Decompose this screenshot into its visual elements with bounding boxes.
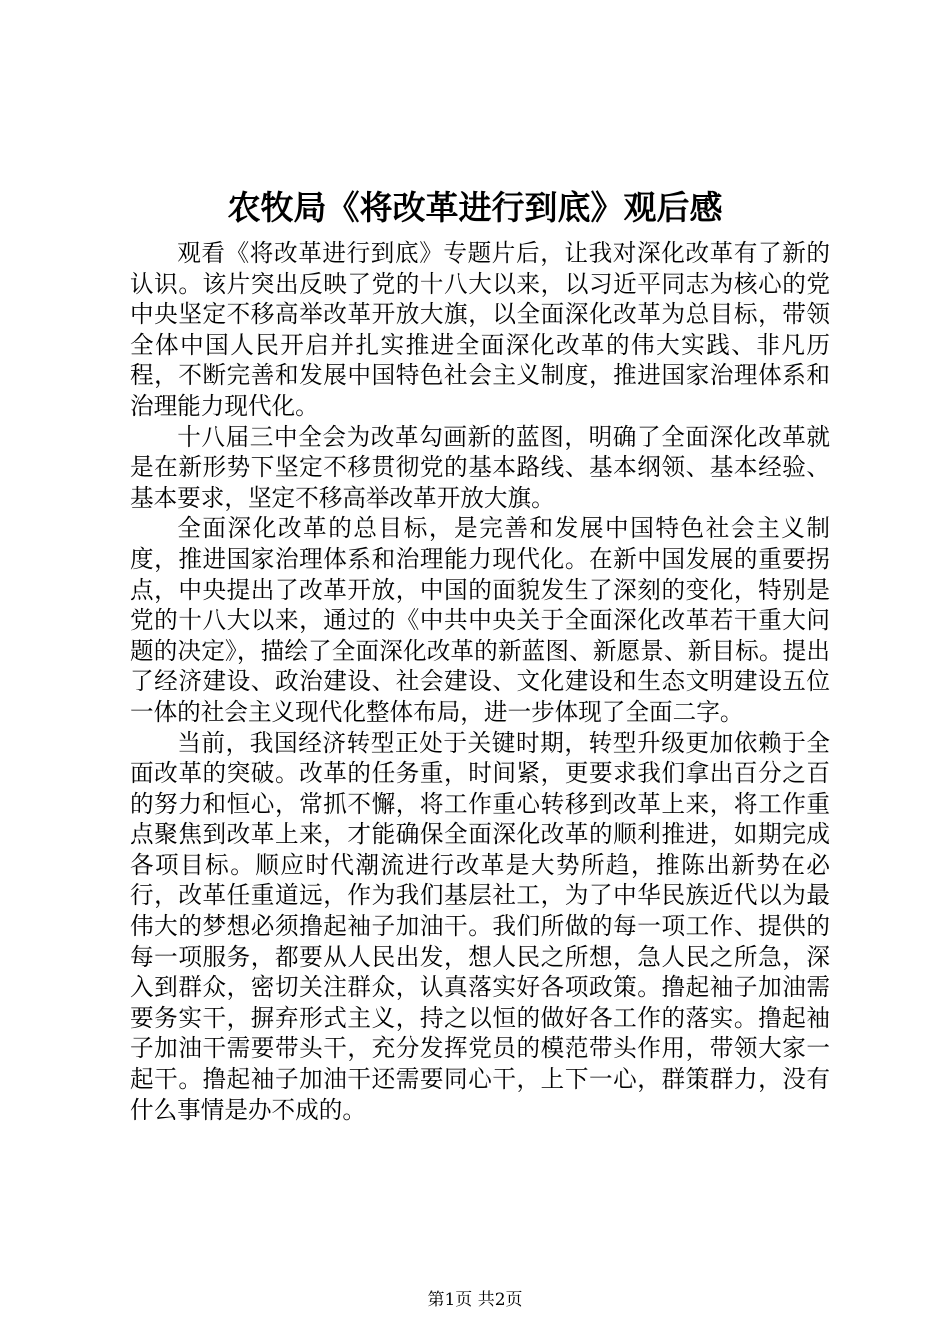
document-title: 农牧局《将改革进行到底》观后感 xyxy=(227,188,723,227)
paragraph-4: 当前，我国经济转型正处于关键时期，转型升级更加依赖于全面改革的突破。改革的任务重，时间紧，更要求我们拿出百分之百的努力和恒心，常抓不懈，将工作重心转移到改革上来，将工作重点聚焦到改革上来，才能确保全面深化改革的顺利推进，如期完成各项目标。顺应时代潮流进行改革是大势所趋，推陈出新势在必行，改革任重道远，作为我们基层社工，为了中华民族近代以为最伟大的梦想必须撸起袖子加油干。我们所做的每一项工作、提供的每一项服务，都要从人民出发，想人民之所想，急人民之所急，深入到群众，密切关注群众，认真落实好各项政策。撸起袖子加油需要务实干，摒弃形式主义，持之以恒的做好各工作的落实。撸起袖子加油干需要带头干，充分发挥党员的模范带头作用，带领大家一起干。撸起袖子加油干还需要同心干，上下一心，群策群力，没有什么事情是办不成的。 xyxy=(130,728,830,1124)
paragraph-3: 全面深化改革的总目标，是完善和发展中国特色社会主义制度，推进国家治理体系和治理能力现代化。在新中国发展的重要拐点，中央提出了改革开放，中国的面貌发生了深刻的变化，特别是党的十八大以来，通过的《中共中央关于全面深化改革若干重大问题的决定》，描绘了全面深化改革的新蓝图、新愿景、新目标。提出了经济建设、政治建设、社会建设、文化建设和生态文明建设五位一体的社会主义现代化整体布局，进一步体现了全面二字。 xyxy=(130,514,830,726)
paragraph-2: 十八届三中全会为改革勾画新的蓝图，明确了全面深化改革就是在新形势下坚定不移贯彻党的基本路线、基本纲领、基本经验、基本要求，坚定不移高举改革开放大旗。 xyxy=(130,422,830,512)
document-body xyxy=(130,238,830,1125)
page-footer: 第1页 共2页 xyxy=(427,1290,523,1310)
paragraph-1: 观看《将改革进行到底》专题片后，让我对深化改革有了新的认识。该片突出反映了党的十八大以来，以习近平同志为核心的党中央坚定不移高举改革开放大旗，以全面深化改革为总目标，带领全体中国人民开启并扎实推进全面深化改革的伟大实践、非凡历程，不断完善和发展中国特色社会主义制度，推进国家治理体系和治理能力现代化。 xyxy=(130,239,830,420)
